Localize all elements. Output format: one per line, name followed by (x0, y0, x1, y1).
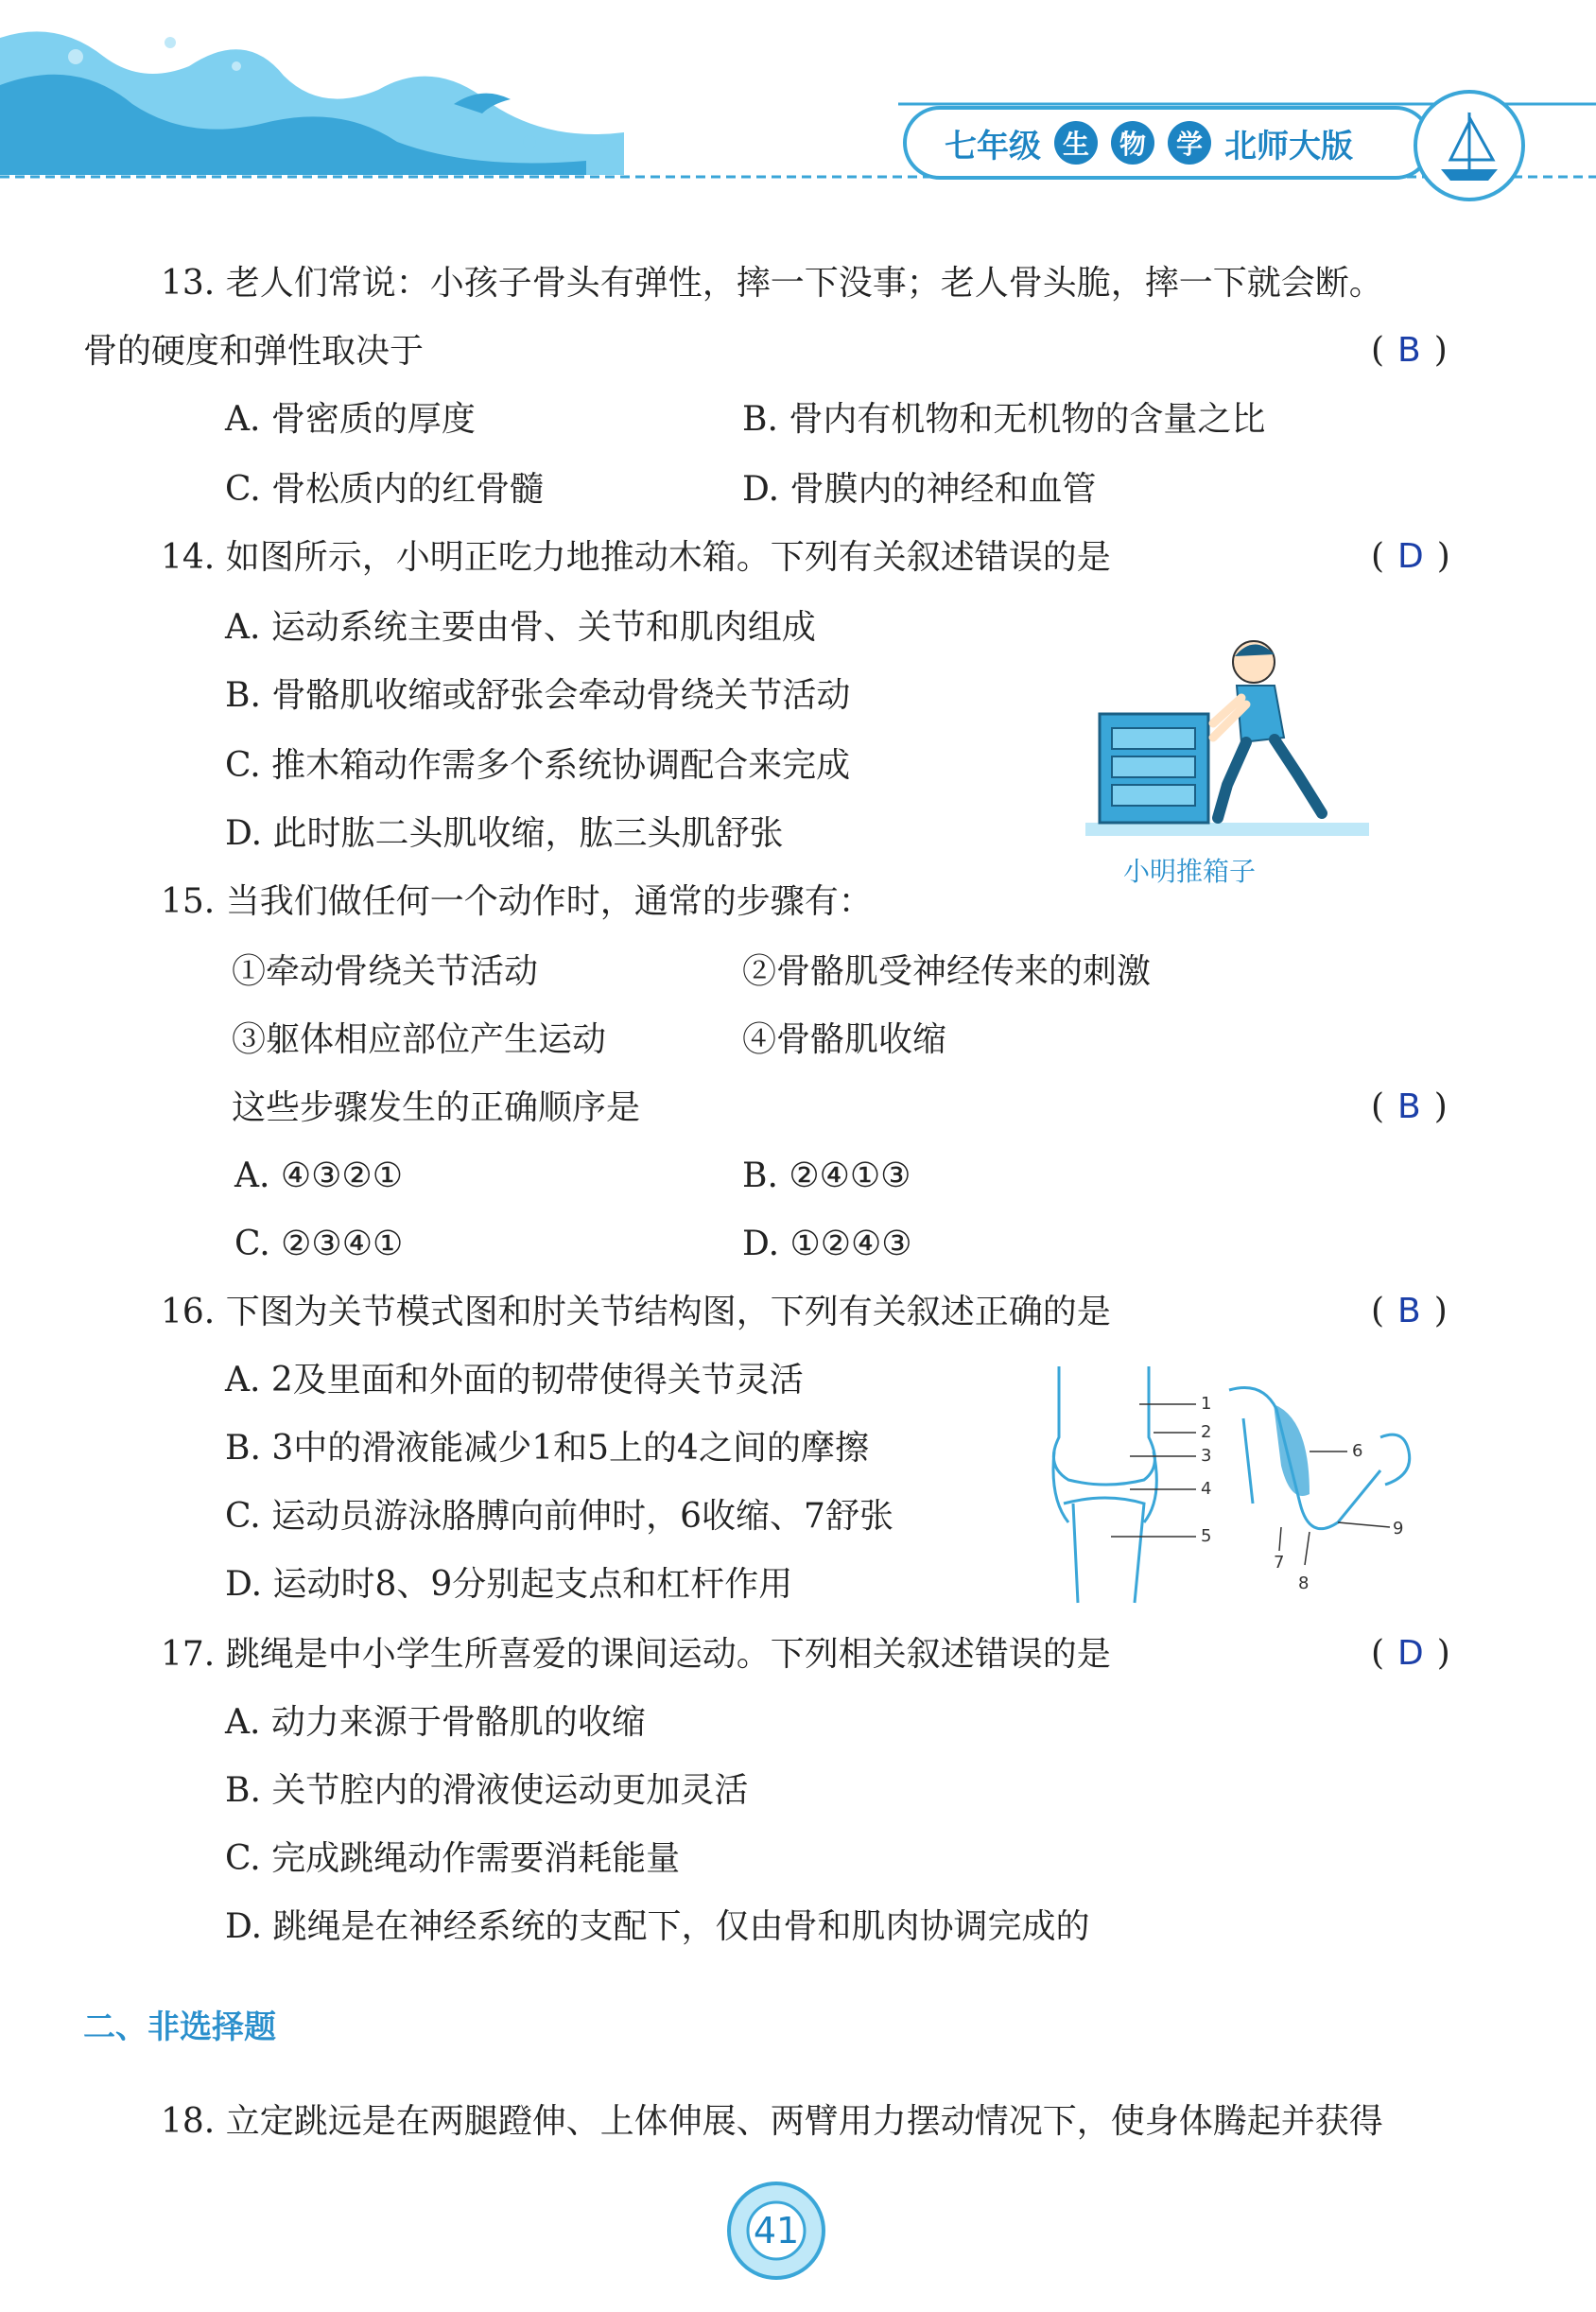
q17-stem: 17. 跳绳是中小学生所喜爱的课间运动。下列相关叙述错误的是 (161, 1635, 1111, 1674)
q15-step-4: ④骨骼肌收缩 (742, 1020, 947, 1059)
elbow-label-6: 6 (1352, 1441, 1363, 1461)
joint-label-5: 5 (1201, 1526, 1212, 1546)
q14-option-b: B. 骨骼肌收缩或舒张会牵动骨绕关节活动 (225, 676, 851, 715)
q13-option-a: A. 骨密质的厚度 (225, 400, 476, 439)
sailboat-icon (1414, 90, 1525, 201)
q16-option-a: A. 2及里面和外面的韧带使得关节灵活 (225, 1361, 804, 1399)
figure-caption-boy: 小明推箱子 (1123, 856, 1257, 887)
elbow-label-8: 8 (1298, 1573, 1310, 1593)
q15-answer: ( B ) (1371, 1087, 1448, 1126)
q15-step-3: ③躯体相应部位产生运动 (232, 1020, 607, 1059)
subject-char-2: 物 (1111, 121, 1154, 165)
elbow-label-7: 7 (1274, 1553, 1285, 1573)
q13-stem-line1: 13. 老人们常说：小孩子骨头有弹性，摔一下没事；老人骨头脆，摔一下就会断。 (161, 264, 1383, 303)
q15-step-1: ①牵动骨绕关节活动 (232, 952, 539, 991)
q15-option-c: C. ②③④① (234, 1225, 404, 1263)
q17-option-c: C. 完成跳绳动作需要消耗能量 (225, 1839, 681, 1878)
page-number-badge (720, 2175, 832, 2286)
joint-label-2: 2 (1201, 1422, 1212, 1442)
q13-option-b: B. 骨内有机物和无机物的含量之比 (742, 400, 1266, 439)
book-title-badge (903, 106, 1432, 180)
q14-option-c: C. 推木箱动作需多个系统协调配合来完成 (225, 746, 851, 785)
q18-stem: 18. 立定跳远是在两腿蹬伸、上体伸展、两臂用力摆动情况下，使身体腾起并获得 (161, 2102, 1383, 2141)
q13-option-d: D. 骨膜内的神经和血管 (742, 470, 1097, 509)
q14-answer: ( D ) (1371, 537, 1450, 576)
subject-char-1: 生 (1054, 121, 1098, 165)
q17-answer: ( D ) (1371, 1634, 1450, 1673)
subject-char-3: 学 (1168, 121, 1211, 165)
q16-option-d: D. 运动时8、9分别起支点和杠杆作用 (225, 1565, 793, 1604)
q16-option-c: C. 运动员游泳胳膊向前伸时，6收缩、7舒张 (225, 1497, 893, 1536)
q17-option-d: D. 跳绳是在神经系统的支配下，仅由骨和肌肉协调完成的 (225, 1907, 1090, 1946)
joint-and-elbow-diagram (1026, 1362, 1451, 1608)
q15-option-a: A. ④③②① (234, 1156, 403, 1195)
q15-option-b: B. ②④①③ (742, 1156, 911, 1195)
q17-option-b: B. 关节腔内的滑液使运动更加灵活 (225, 1771, 749, 1810)
q13-option-c: C. 骨松质内的红骨髓 (225, 470, 545, 509)
q13-stem-line2: 骨的硬度和弹性取决于 (83, 332, 425, 371)
q13-answer: ( B ) (1371, 331, 1448, 370)
q14-option-a: A. 运动系统主要由骨、关节和肌肉组成 (225, 608, 816, 647)
boy-pushing-box-illustration (1085, 634, 1369, 851)
joint-label-3: 3 (1201, 1446, 1212, 1466)
joint-label-4: 4 (1201, 1479, 1212, 1499)
q14-option-d: D. 此时肱二头肌收缩，肱三头肌舒张 (225, 814, 784, 853)
q15-step-2: ②骨骼肌受神经传来的刺激 (742, 952, 1152, 991)
q15-stem-tail: 这些步骤发生的正确顺序是 (232, 1088, 641, 1127)
q14-stem: 14. 如图所示，小明正吃力地推动木箱。下列有关叙述错误的是 (161, 538, 1111, 577)
joint-label-1: 1 (1201, 1394, 1212, 1414)
edition-label: 北师大版 (1224, 127, 1353, 165)
q15-option-d: D. ①②④③ (742, 1225, 912, 1263)
page-number: 41 (753, 2210, 800, 2251)
elbow-label-9: 9 (1393, 1519, 1404, 1538)
q16-answer: ( B ) (1371, 1292, 1448, 1330)
q17-option-a: A. 动力来源于骨骼肌的收缩 (225, 1703, 646, 1742)
q16-stem: 16. 下图为关节模式图和肘关节结构图，下列有关叙述正确的是 (161, 1293, 1111, 1331)
section-title: 二、非选择题 (83, 2008, 276, 2046)
q16-option-b: B. 3中的滑液能减少1和5上的4之间的摩擦 (225, 1429, 869, 1468)
grade-label: 七年级 (945, 127, 1041, 165)
q15-stem: 15. 当我们做任何一个动作时，通常的步骤有： (161, 882, 873, 921)
